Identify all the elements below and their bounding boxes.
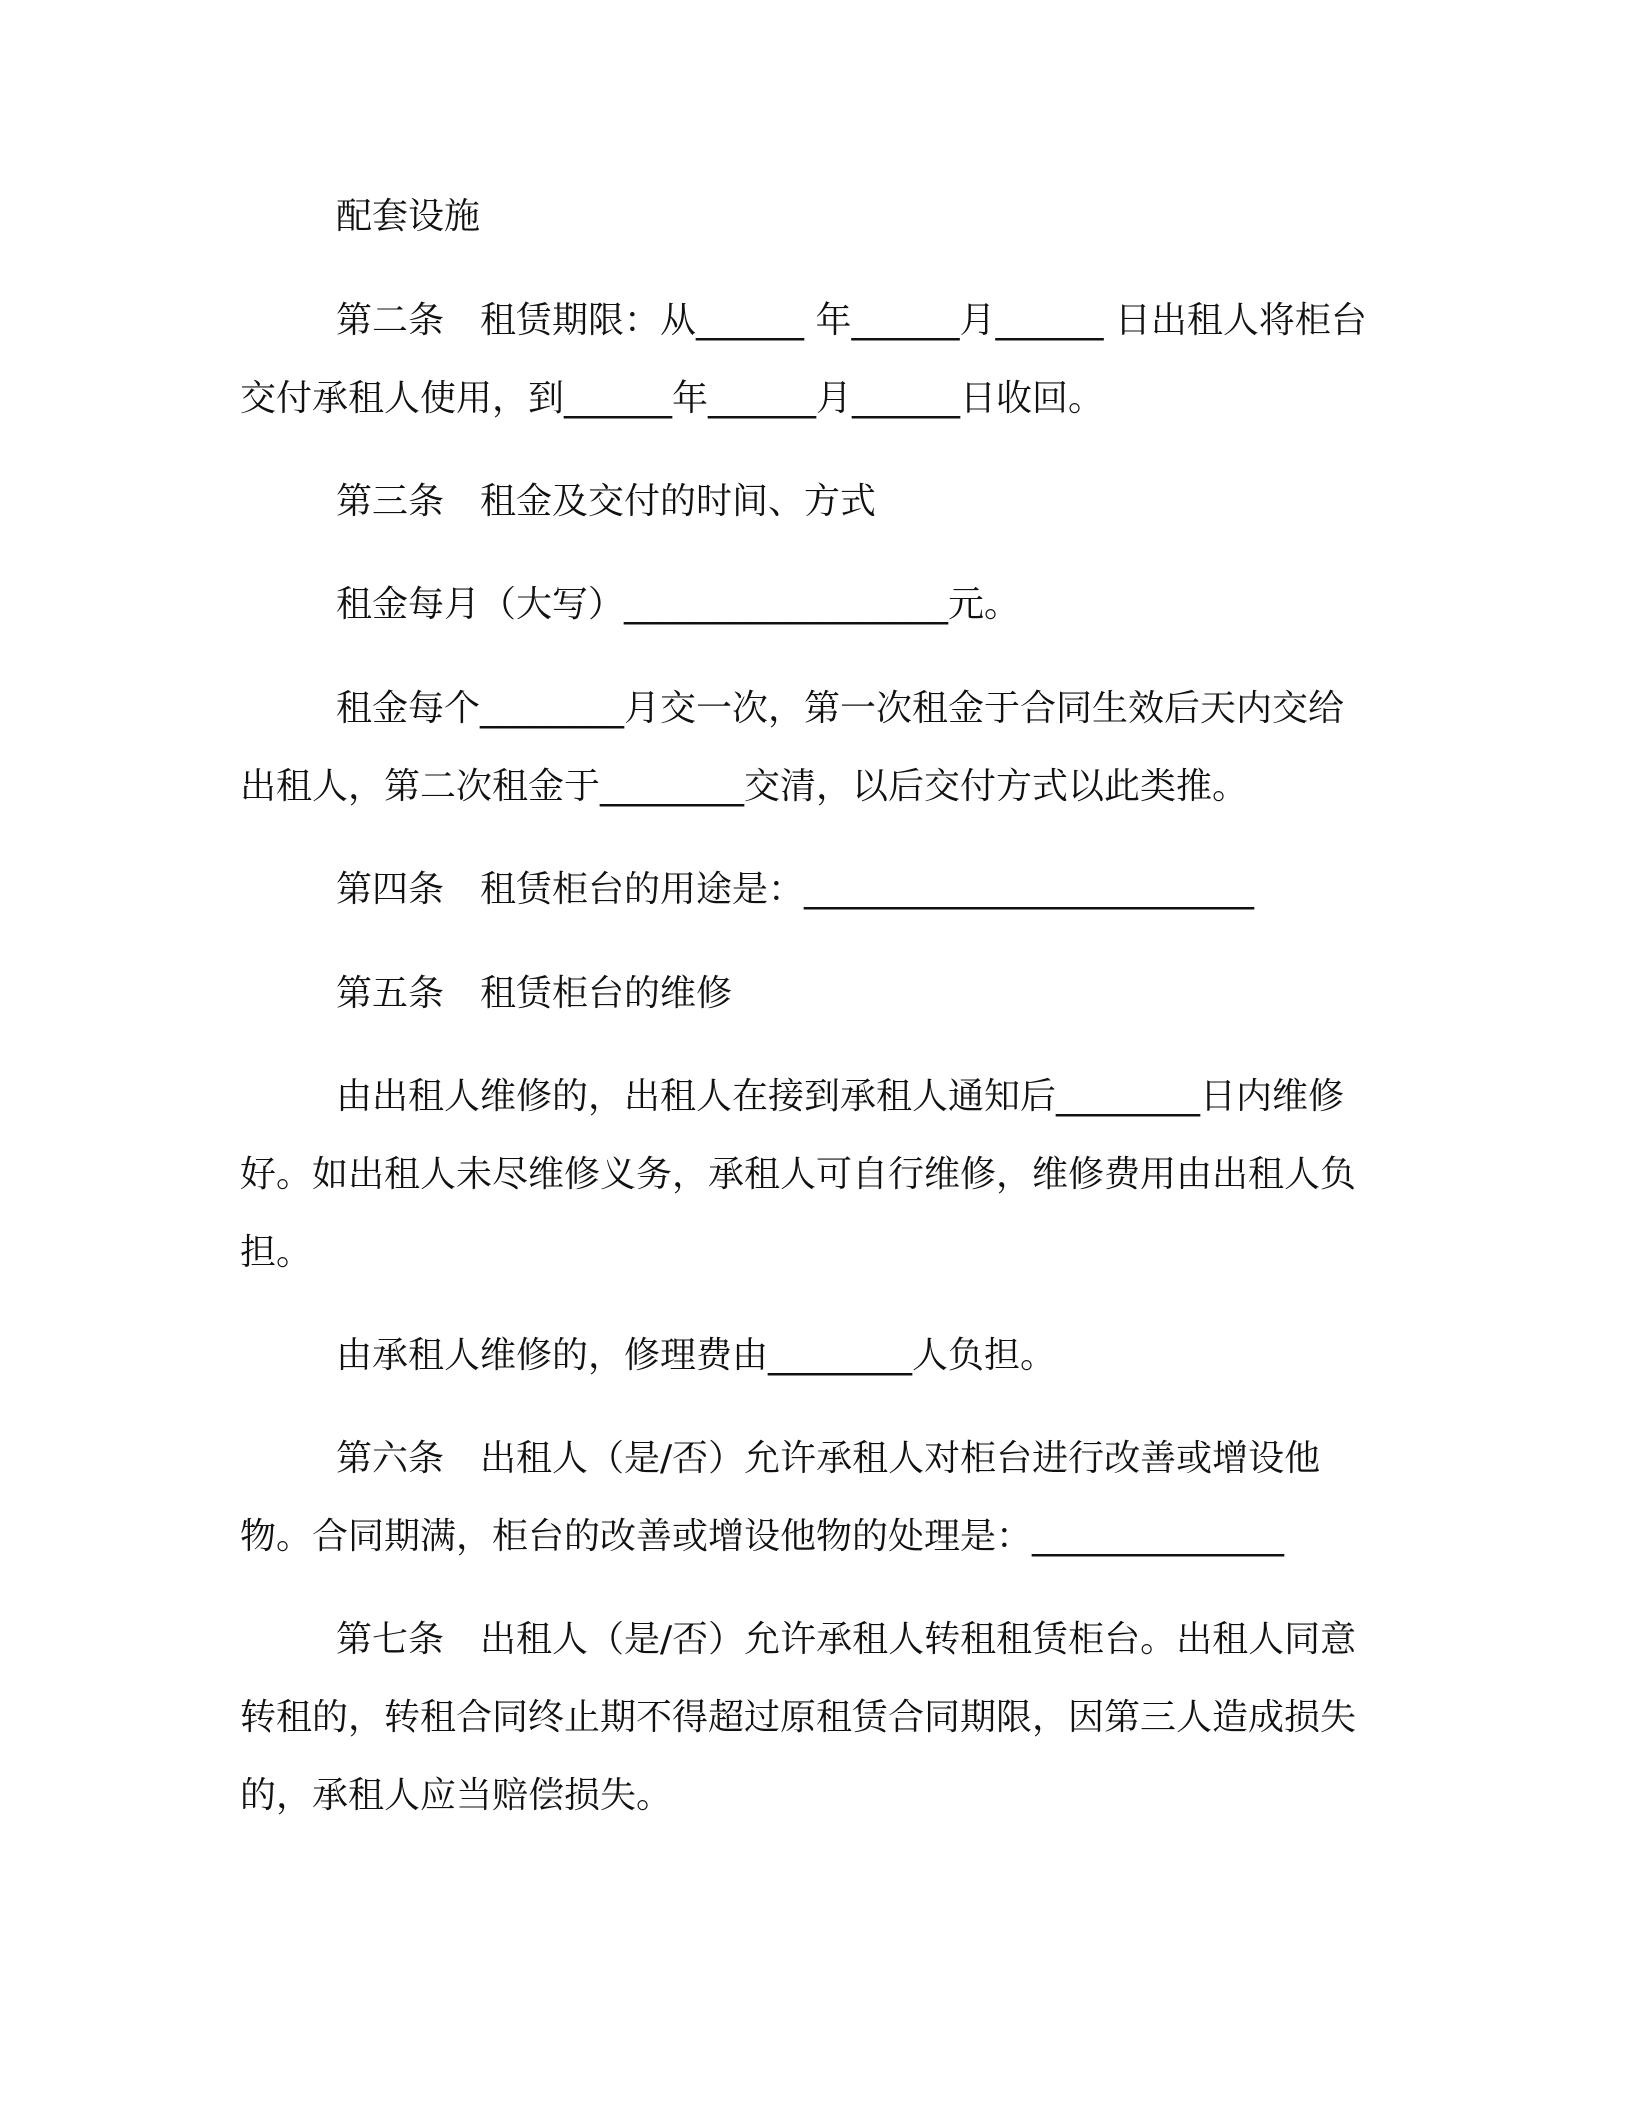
paragraph-article-7-sublease: 第七条 出租人（是/否）允许承租人转租租赁柜台。出租人同意转租的，转租合同终止期不得超过原租赁合同期限，因第三人造成损失的，承租人应当赔偿损失。 xyxy=(240,1619,1357,1816)
paragraph-article-5-repair: 第五条 租赁柜台的维修 xyxy=(336,973,733,1014)
paragraph-article-6-improvements: 第六条 出租人（是/否）允许承租人对柜台进行改善或增设他物。合同期满，柜台的改善或增设他物的处理是：______________ xyxy=(240,1438,1321,1557)
paragraph-article-2-lease-term: 第二条 租赁期限：从______ 年______月______ 日出租人将柜台交付承租人使用，到______年______月______日收回。 xyxy=(240,300,1367,419)
paragraph-article-3-rent: 第三条 租金及交付的时间、方式 xyxy=(336,481,877,522)
paragraph-lessee-repair: 由承租人维修的，修理费由________人负担。 xyxy=(336,1335,1057,1376)
paragraph-article-4-usage: 第四条 租赁柜台的用途是：_________________________ xyxy=(336,869,1255,910)
paragraph-lessor-repair: 由出租人维修的，出租人在接到承租人通知后________日内维修好。如出租人未尽维修义务，承租人可自行维修，维修费用由出租人负担。 xyxy=(240,1076,1357,1273)
paragraph-facilities: 配套设施 xyxy=(336,196,481,237)
paragraph-monthly-rent: 租金每月（大写）__________________元。 xyxy=(336,584,1021,625)
paragraph-rent-payment-schedule: 租金每个________月交一次，第一次租金于合同生效后天内交给出租人，第二次租金于________交清，以后交付方式以此类推。 xyxy=(240,688,1345,807)
